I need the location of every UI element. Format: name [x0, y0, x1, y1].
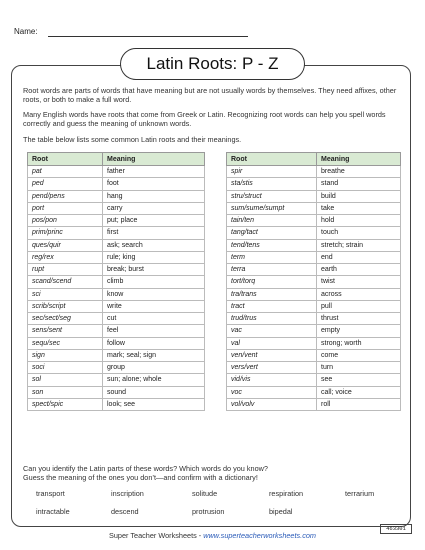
- table-row: [28, 313, 205, 325]
- col-header-root: Root: [227, 153, 317, 166]
- worksheet-code: 463301: [380, 524, 412, 534]
- meaning-cell: strong; worth: [317, 337, 401, 349]
- table-row: [227, 190, 401, 202]
- table-row: [227, 337, 401, 349]
- root-cell: sum/sume/sumpt: [227, 202, 317, 214]
- vocab-word: terrarium: [345, 489, 375, 498]
- table-row: [28, 288, 205, 300]
- root-cell: tract: [227, 300, 317, 312]
- root-cell: spect/spic: [28, 398, 103, 410]
- table-row: [227, 239, 401, 251]
- vocab-word: solitude: [192, 489, 218, 498]
- table-row: [28, 337, 205, 349]
- meaning-cell: breathe: [317, 166, 401, 178]
- table-row: [227, 288, 401, 300]
- col-header-meaning: Meaning: [317, 153, 401, 166]
- meaning-cell: pull: [317, 300, 401, 312]
- name-label: Name:: [14, 27, 38, 36]
- root-cell: sequ/sec: [28, 337, 103, 349]
- meaning-cell: hold: [317, 215, 401, 227]
- meaning-cell: ask; search: [103, 239, 205, 251]
- root-cell: sec/sect/seg: [28, 313, 103, 325]
- root-cell: vac: [227, 325, 317, 337]
- vocab-word: inscription: [111, 489, 144, 498]
- meaning-cell: cut: [103, 313, 205, 325]
- root-cell: tang/tact: [227, 227, 317, 239]
- meaning-cell: follow: [103, 337, 205, 349]
- meaning-cell: write: [103, 300, 205, 312]
- col-header-root: Root: [28, 153, 103, 166]
- meaning-cell: climb: [103, 276, 205, 288]
- intro-paragraph-3: The table below lists some common Latin roots and their meanings.: [23, 135, 242, 144]
- root-cell: trud/trus: [227, 313, 317, 325]
- table-row: [28, 386, 205, 398]
- table-row: [28, 227, 205, 239]
- root-cell: sol: [28, 374, 103, 386]
- meaning-cell: take: [317, 202, 401, 214]
- table-row: [227, 325, 401, 337]
- table-row: [227, 349, 401, 361]
- page-title: Latin Roots: P - Z: [120, 48, 305, 80]
- name-line: [48, 36, 248, 37]
- meaning-cell: carry: [103, 202, 205, 214]
- root-cell: sci: [28, 288, 103, 300]
- root-cell: sens/sent: [28, 325, 103, 337]
- meaning-cell: rule; king: [103, 251, 205, 263]
- root-cell: prim/princ: [28, 227, 103, 239]
- root-cell: val: [227, 337, 317, 349]
- table-row: [28, 276, 205, 288]
- root-cell: vol/volv: [227, 398, 317, 410]
- root-cell: sign: [28, 349, 103, 361]
- root-cell: pos/pon: [28, 215, 103, 227]
- table-row: [28, 166, 205, 178]
- table-row: [28, 264, 205, 276]
- table-row: [28, 215, 205, 227]
- question-line-2: Guess the meaning of the ones you don’t—and confirm with a dictionary!: [23, 473, 258, 482]
- meaning-cell: group: [103, 362, 205, 374]
- meaning-cell: sun; alone; whole: [103, 374, 205, 386]
- vocab-word: descend: [111, 507, 139, 516]
- meaning-cell: hang: [103, 190, 205, 202]
- table-row: [227, 398, 401, 410]
- root-cell: sta/stis: [227, 178, 317, 190]
- meaning-cell: end: [317, 251, 401, 263]
- footer-text: Super Teacher Worksheets -: [109, 531, 204, 540]
- meaning-cell: foot: [103, 178, 205, 190]
- roots-table-right: [226, 152, 401, 411]
- root-cell: stru/struct: [227, 190, 317, 202]
- meaning-cell: put; place: [103, 215, 205, 227]
- root-cell: pend/pens: [28, 190, 103, 202]
- vocab-word: intractable: [36, 507, 70, 516]
- root-cell: rupt: [28, 264, 103, 276]
- table-row: [28, 251, 205, 263]
- question-line-1: Can you identify the Latin parts of these words? Which words do you know?: [23, 464, 268, 473]
- root-cell: tra/trans: [227, 288, 317, 300]
- root-cell: ven/vent: [227, 349, 317, 361]
- root-cell: tend/tens: [227, 239, 317, 251]
- root-cell: term: [227, 251, 317, 263]
- meaning-cell: across: [317, 288, 401, 300]
- meaning-cell: turn: [317, 362, 401, 374]
- meaning-cell: build: [317, 190, 401, 202]
- table-row: [28, 239, 205, 251]
- root-cell: reg/rex: [28, 251, 103, 263]
- table-row: [227, 202, 401, 214]
- vocab-word: bipedal: [269, 507, 293, 516]
- meaning-cell: first: [103, 227, 205, 239]
- meaning-cell: roll: [317, 398, 401, 410]
- table-row: [227, 227, 401, 239]
- table-row: [28, 374, 205, 386]
- roots-table-left: [27, 152, 205, 411]
- table-row: [227, 313, 401, 325]
- table-row: [227, 300, 401, 312]
- root-cell: terra: [227, 264, 317, 276]
- table-row: [227, 251, 401, 263]
- root-cell: port: [28, 202, 103, 214]
- root-cell: ques/quir: [28, 239, 103, 251]
- table-row: [227, 215, 401, 227]
- root-cell: spir: [227, 166, 317, 178]
- meaning-cell: thrust: [317, 313, 401, 325]
- footer: [0, 531, 425, 540]
- meaning-cell: know: [103, 288, 205, 300]
- table-row: [227, 362, 401, 374]
- meaning-cell: see: [317, 374, 401, 386]
- table-row: [227, 264, 401, 276]
- table-row: [28, 190, 205, 202]
- table-row: [28, 325, 205, 337]
- meaning-cell: touch: [317, 227, 401, 239]
- root-cell: ped: [28, 178, 103, 190]
- meaning-cell: feel: [103, 325, 205, 337]
- vocab-word: respiration: [269, 489, 304, 498]
- intro-paragraph-1: Root words are parts of words that have meaning but are not usually words by themselves. They need affixes, other roots, or both to make a full word.: [23, 86, 397, 105]
- meaning-cell: call; voice: [317, 386, 401, 398]
- root-cell: tain/ten: [227, 215, 317, 227]
- vocab-word: transport: [36, 489, 65, 498]
- root-cell: voc: [227, 386, 317, 398]
- table-row: [28, 178, 205, 190]
- meaning-cell: stretch; strain: [317, 239, 401, 251]
- meaning-cell: come: [317, 349, 401, 361]
- meaning-cell: earth: [317, 264, 401, 276]
- root-cell: soci: [28, 362, 103, 374]
- table-row: [28, 349, 205, 361]
- table-row: [227, 276, 401, 288]
- root-cell: son: [28, 386, 103, 398]
- meaning-cell: look; see: [103, 398, 205, 410]
- root-cell: scrib/script: [28, 300, 103, 312]
- meaning-cell: stand: [317, 178, 401, 190]
- table-row: [227, 386, 401, 398]
- root-cell: vers/vert: [227, 362, 317, 374]
- table-row: [28, 202, 205, 214]
- meaning-cell: sound: [103, 386, 205, 398]
- table-row: [227, 178, 401, 190]
- table-row: [227, 166, 401, 178]
- col-header-meaning: Meaning: [103, 153, 205, 166]
- intro-paragraph-2: Many English words have roots that come from Greek or Latin. Recognizing root words can help you spell words correctly and guess the meaning of unknown words.: [23, 110, 386, 129]
- root-cell: tort/torq: [227, 276, 317, 288]
- root-cell: scand/scend: [28, 276, 103, 288]
- table-row: [227, 374, 401, 386]
- table-row: [28, 300, 205, 312]
- meaning-cell: empty: [317, 325, 401, 337]
- table-row: [28, 398, 205, 410]
- footer-site-link[interactable]: www.superteacherworksheets.com: [203, 531, 316, 540]
- meaning-cell: father: [103, 166, 205, 178]
- root-cell: pat: [28, 166, 103, 178]
- vocab-word: protrusion: [192, 507, 225, 516]
- root-cell: vid/vis: [227, 374, 317, 386]
- meaning-cell: mark; seal; sign: [103, 349, 205, 361]
- meaning-cell: break; burst: [103, 264, 205, 276]
- table-row: [28, 362, 205, 374]
- meaning-cell: twist: [317, 276, 401, 288]
